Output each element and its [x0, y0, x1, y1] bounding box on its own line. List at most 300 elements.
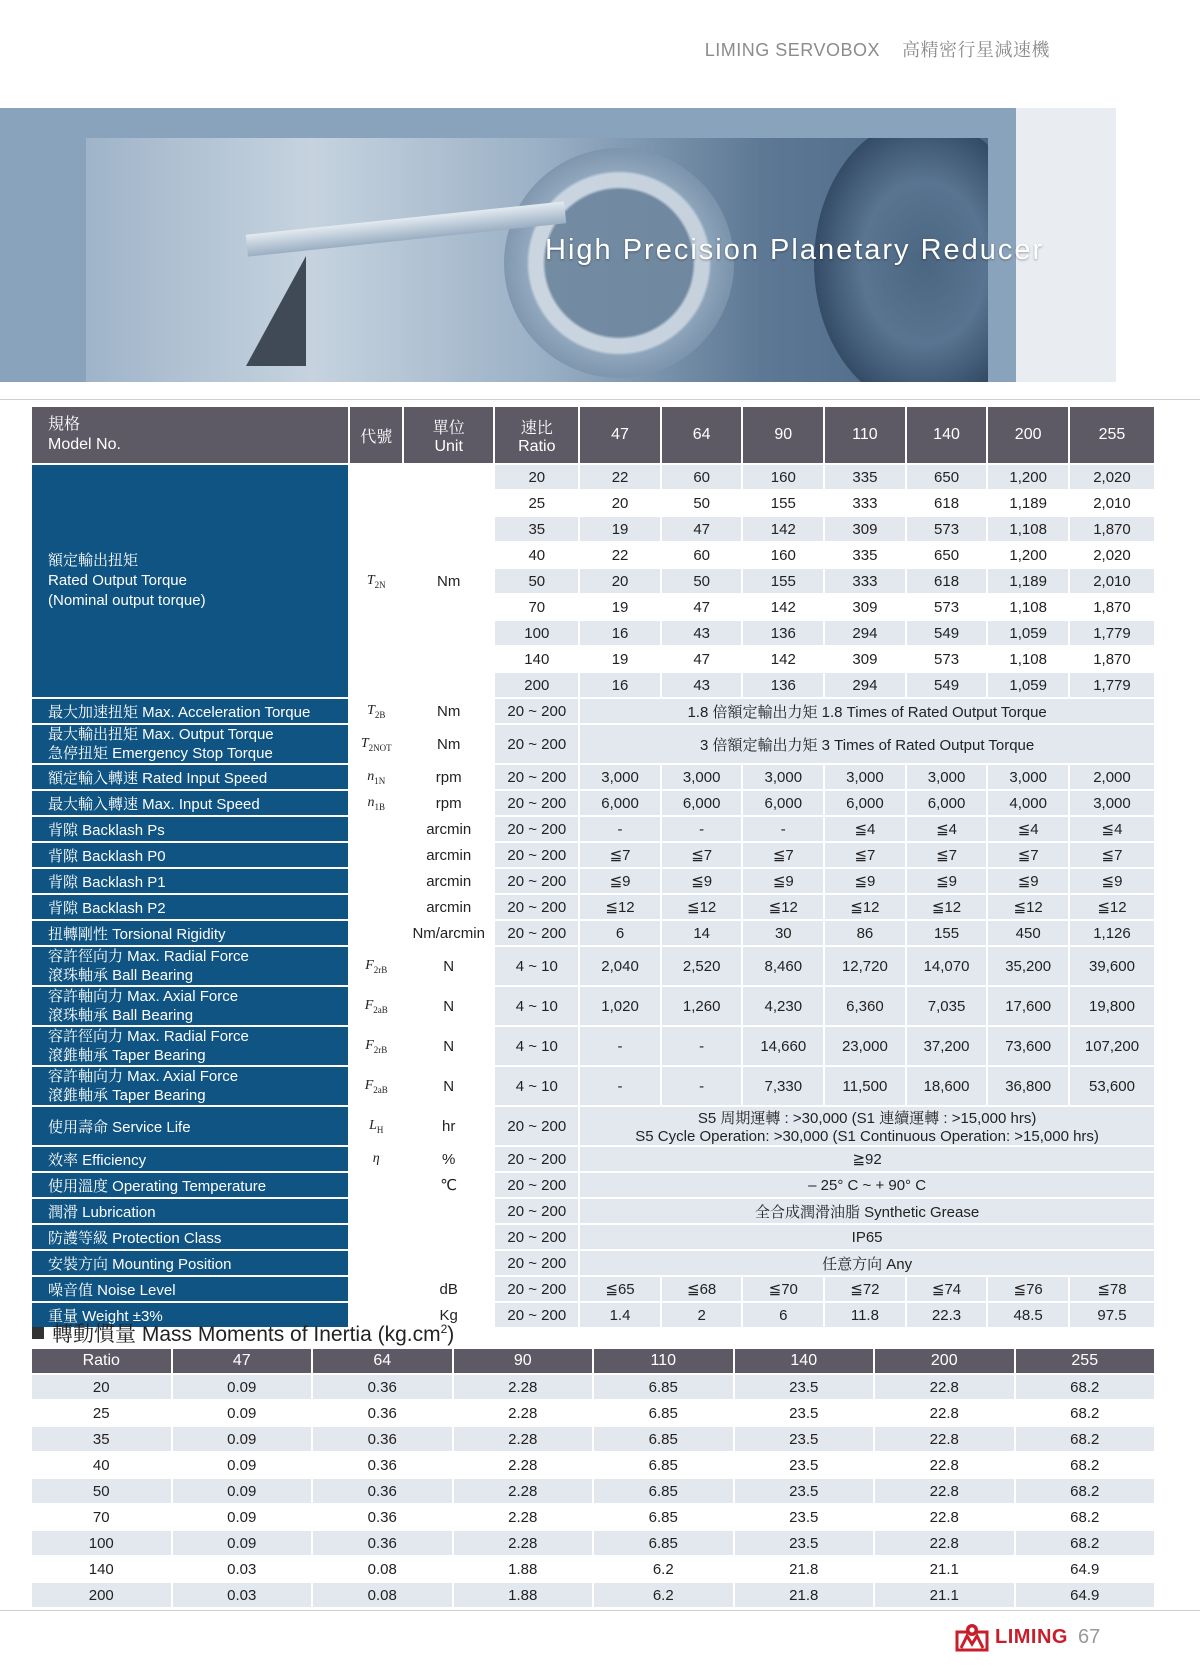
row-symbol	[350, 895, 402, 919]
value-cell: 6,000	[662, 791, 742, 815]
row-label: 使用壽命 Service Life	[32, 1107, 348, 1145]
value-cell: 18,600	[907, 1067, 987, 1105]
inertia-cell: 23.5	[735, 1401, 874, 1425]
symbol-subscript: 2B	[374, 709, 386, 720]
value-cell: 142	[743, 595, 823, 619]
inertia-header-cell: 90	[454, 1349, 593, 1373]
row-ratio: 20 ~ 200	[495, 1225, 578, 1249]
value-cell: 3,000	[988, 765, 1068, 789]
symbol-main: F	[364, 1077, 374, 1093]
value-cell: ≦74	[907, 1277, 987, 1301]
value-cell: ≦65	[580, 1277, 660, 1301]
value-cell: ≦7	[1070, 843, 1154, 867]
row-unit: arcmin	[404, 895, 493, 919]
footer-brand: LIMING	[995, 1625, 1068, 1648]
value-cell: ≦7	[907, 843, 987, 867]
value-cell: ≦12	[580, 895, 660, 919]
header-size: 110	[825, 407, 905, 463]
inertia-header-row	[32, 1349, 1154, 1373]
inertia-table	[30, 1347, 1156, 1609]
row-symbol	[350, 987, 402, 1025]
label-line-1: S5 周期運轉 : >30,000 (S1 連續運轉 : >15,000 hrs)	[697, 1110, 1037, 1127]
label-line-2: 滾錐軸承 Taper Bearing	[48, 1087, 206, 1104]
inertia-cell: 22.8	[875, 1427, 1014, 1451]
row-ratio: 20 ~ 200	[495, 1173, 578, 1197]
row-ratio: 20 ~ 200	[495, 725, 578, 763]
inertia-title-en: Mass Moments of Inertia (kg.cm	[141, 1323, 441, 1346]
table-row	[32, 1427, 1154, 1451]
header-size: 255	[1070, 407, 1154, 463]
table-row	[32, 921, 1154, 945]
inertia-cell: 23.5	[735, 1427, 874, 1451]
value-cell: ≦4	[1070, 817, 1154, 841]
value-cell: ≦76	[988, 1277, 1068, 1301]
value-cell: 47	[662, 595, 742, 619]
table-row	[32, 1107, 1154, 1145]
table-row	[32, 791, 1154, 815]
value-cell: 450	[988, 921, 1068, 945]
row-unit: arcmin	[404, 843, 493, 867]
page-header	[0, 36, 1050, 62]
value-cell: 309	[825, 517, 905, 541]
table-row	[32, 1401, 1154, 1425]
row-value-span	[580, 1107, 1154, 1145]
value-cell: 43	[662, 673, 742, 697]
value-cell: 3,000	[907, 765, 987, 789]
value-cell: 155	[743, 491, 823, 515]
inertia-cell: 0.09	[173, 1505, 312, 1529]
value-cell: 36,800	[988, 1067, 1068, 1105]
value-cell: ≦9	[743, 869, 823, 893]
value-cell: 7,035	[907, 987, 987, 1025]
value-cell: 37,200	[907, 1027, 987, 1065]
row-label: 背隙 Backlash P0	[32, 843, 348, 867]
symbol-main: F	[365, 1037, 374, 1053]
value-cell: 19	[580, 595, 660, 619]
symbol-main: F	[364, 997, 374, 1013]
value-cell: ≦12	[825, 895, 905, 919]
symbol-subscript: 2N	[374, 579, 386, 590]
value-cell: 309	[825, 595, 905, 619]
row-label: 安裝方向 Mounting Position	[32, 1251, 348, 1275]
table-row	[32, 947, 1154, 985]
value-cell: 14,660	[743, 1027, 823, 1065]
row-symbol	[350, 791, 402, 815]
table-row	[32, 465, 1154, 489]
row-unit: N	[404, 987, 493, 1025]
row-label	[32, 725, 348, 763]
table-row	[32, 1067, 1154, 1105]
value-cell: 618	[907, 491, 987, 515]
row-ratio: 20 ~ 200	[495, 791, 578, 815]
value-cell: 1,200	[988, 465, 1068, 489]
value-cell: 294	[825, 673, 905, 697]
banner-title: High Precision Planetary Reducer	[545, 234, 1045, 266]
value-cell: ≦7	[743, 843, 823, 867]
row-ratio: 20 ~ 200	[495, 817, 578, 841]
value-cell: 47	[662, 647, 742, 671]
row-symbol	[350, 843, 402, 867]
value-cell: 1,779	[1070, 673, 1154, 697]
value-cell: 3,000	[743, 765, 823, 789]
value-cell: 22.3	[907, 1303, 987, 1327]
value-cell: ≦9	[580, 869, 660, 893]
table-row	[32, 1225, 1154, 1249]
symbol-main: L	[369, 1117, 377, 1133]
inertia-cell: 100	[32, 1531, 171, 1555]
label-line-1: 容許軸向力 Max. Axial Force	[48, 1068, 239, 1085]
value-cell: 2,010	[1070, 569, 1154, 593]
table-row	[32, 699, 1154, 723]
table-row	[32, 895, 1154, 919]
value-cell: 60	[662, 543, 742, 567]
row-symbol	[350, 765, 402, 789]
page-number: 67	[1078, 1625, 1101, 1648]
table-row	[32, 1199, 1154, 1223]
value-cell: 294	[825, 621, 905, 645]
row-value-span: IP65	[580, 1225, 1154, 1249]
inertia-cell: 0.09	[173, 1427, 312, 1451]
row-symbol	[350, 1173, 402, 1197]
value-cell: 1,779	[1070, 621, 1154, 645]
row-unit: N	[404, 1027, 493, 1065]
table-row	[32, 725, 1154, 763]
value-cell: 1,059	[988, 621, 1068, 645]
row-label: 最大加速扭矩 Max. Acceleration Torque	[32, 699, 348, 723]
row-symbol	[350, 1067, 402, 1105]
specification-table	[30, 405, 1156, 1329]
label-line-1: 速比	[520, 419, 553, 437]
table-row	[32, 1027, 1154, 1065]
inertia-cell: 68.2	[1016, 1427, 1155, 1451]
inertia-cell: 6.85	[594, 1375, 733, 1399]
row-symbol	[350, 1277, 402, 1301]
inertia-cell: 2.28	[454, 1531, 593, 1555]
header-size: 90	[743, 407, 823, 463]
inertia-cell: 64.9	[1016, 1583, 1155, 1607]
value-cell: -	[580, 817, 660, 841]
value-cell: 1,870	[1070, 647, 1154, 671]
row-ratio: 20 ~ 200	[495, 843, 578, 867]
label-line-2: 急停扭矩 Emergency Stop Torque	[48, 745, 273, 762]
value-cell: 60	[662, 465, 742, 489]
value-cell: 6,360	[825, 987, 905, 1025]
value-cell: 30	[743, 921, 823, 945]
inertia-title-end: )	[447, 1323, 455, 1346]
inertia-cell: 68.2	[1016, 1375, 1155, 1399]
value-cell: 2,520	[662, 947, 742, 985]
row-label: 效率 Efficiency	[32, 1147, 348, 1171]
value-cell: 19	[580, 517, 660, 541]
symbol-subscript: 2rB	[373, 1044, 388, 1055]
value-cell: 333	[825, 569, 905, 593]
value-cell: 20	[580, 491, 660, 515]
label-line-2: 滾珠軸承 Ball Bearing	[48, 1007, 194, 1024]
row-unit: N	[404, 947, 493, 985]
row-symbol	[350, 699, 402, 723]
value-cell: ≦72	[825, 1277, 905, 1301]
header-size: 140	[907, 407, 987, 463]
inertia-cell: 22.8	[875, 1453, 1014, 1477]
inertia-cell: 0.36	[313, 1427, 452, 1451]
inertia-cell: 22.8	[875, 1531, 1014, 1555]
inertia-cell: 25	[32, 1401, 171, 1425]
value-cell: 86	[825, 921, 905, 945]
table-row	[32, 1251, 1154, 1275]
value-cell: 11,500	[825, 1067, 905, 1105]
row-ratio: 20 ~ 200	[495, 921, 578, 945]
symbol-subscript: 2aB	[373, 1084, 388, 1095]
value-cell: 136	[743, 673, 823, 697]
value-cell: 335	[825, 543, 905, 567]
row-label: 扭轉剛性 Torsional Rigidity	[32, 921, 348, 945]
row-ratio: 20 ~ 200	[495, 1199, 578, 1223]
value-cell: ≦78	[1070, 1277, 1154, 1301]
value-cell: ≦4	[988, 817, 1068, 841]
ratio-cell: 40	[495, 543, 578, 567]
value-cell: -	[580, 1067, 660, 1105]
row-unit: ℃	[404, 1173, 493, 1197]
value-cell: 1,108	[988, 595, 1068, 619]
inertia-cell: 0.09	[173, 1453, 312, 1477]
header-code: 代號	[350, 407, 402, 463]
value-cell: 43	[662, 621, 742, 645]
row-ratio: 4 ~ 10	[495, 1067, 578, 1105]
symbol-main: η	[372, 1151, 380, 1166]
row-label	[32, 987, 348, 1025]
bullet-square-icon	[32, 1327, 44, 1339]
row-unit: N	[404, 1067, 493, 1105]
ratio-cell: 35	[495, 517, 578, 541]
row-value-span: 任意方向 Any	[580, 1251, 1154, 1275]
ratio-cell: 20	[495, 465, 578, 489]
symbol-main: T	[367, 702, 375, 718]
value-cell: 19	[580, 647, 660, 671]
value-cell: 7,330	[743, 1067, 823, 1105]
value-cell: ≦12	[662, 895, 742, 919]
inertia-cell: 23.5	[735, 1531, 874, 1555]
inertia-cell: 6.85	[594, 1427, 733, 1451]
row-label	[32, 1067, 348, 1105]
value-cell: 11.8	[825, 1303, 905, 1327]
row-label: 噪音值 Noise Level	[32, 1277, 348, 1301]
row-unit: %	[404, 1147, 493, 1171]
value-cell: 97.5	[1070, 1303, 1154, 1327]
row-label: 背隙 Backlash P2	[32, 895, 348, 919]
inertia-cell: 1.88	[454, 1583, 593, 1607]
inertia-cell: 68.2	[1016, 1401, 1155, 1425]
symbol-subscript: 2NOT	[368, 742, 392, 753]
rated-torque-symbol	[350, 465, 402, 697]
value-cell: ≦12	[743, 895, 823, 919]
label-line-2: 滾珠軸承 Ball Bearing	[48, 967, 194, 984]
label-line-2: Ratio	[518, 437, 556, 455]
label-line-2: 滾錐軸承 Taper Bearing	[48, 1047, 206, 1064]
inertia-title	[32, 1318, 454, 1348]
row-unit: arcmin	[404, 817, 493, 841]
header-size: 200	[988, 407, 1068, 463]
inertia-cell: 68.2	[1016, 1479, 1155, 1503]
inertia-cell: 35	[32, 1427, 171, 1451]
label-line-2: Model No.	[48, 436, 121, 453]
value-cell: 19,800	[1070, 987, 1154, 1025]
label-line-1: 容許徑向力 Max. Radial Force	[48, 1028, 249, 1045]
inertia-cell: 0.09	[173, 1479, 312, 1503]
value-cell: 1,189	[988, 569, 1068, 593]
inertia-header-cell: Ratio	[32, 1349, 171, 1373]
rated-torque-unit: Nm	[404, 465, 493, 697]
rated-torque-label	[32, 465, 348, 697]
row-ratio: 4 ~ 10	[495, 987, 578, 1025]
row-ratio: 20 ~ 200	[495, 765, 578, 789]
value-cell: 155	[743, 569, 823, 593]
value-cell: -	[580, 1027, 660, 1065]
inertia-cell: 20	[32, 1375, 171, 1399]
header-ratio	[495, 407, 578, 463]
photo-triangle-shape	[246, 256, 306, 366]
row-value-span: 3 倍額定輸出力矩 3 Times of Rated Output Torque	[580, 725, 1154, 763]
value-cell: 2,040	[580, 947, 660, 985]
inertia-cell: 0.09	[173, 1401, 312, 1425]
inertia-cell: 200	[32, 1583, 171, 1607]
value-cell: 2,010	[1070, 491, 1154, 515]
ratio-cell: 70	[495, 595, 578, 619]
inertia-cell: 2.28	[454, 1505, 593, 1529]
inertia-cell: 23.5	[735, 1505, 874, 1529]
inertia-cell: 21.8	[735, 1583, 874, 1607]
inertia-cell: 22.8	[875, 1401, 1014, 1425]
value-cell: 573	[907, 517, 987, 541]
value-cell: 107,200	[1070, 1027, 1154, 1065]
value-cell: 6	[743, 1303, 823, 1327]
row-unit	[404, 1199, 493, 1223]
inertia-cell: 6.85	[594, 1505, 733, 1529]
value-cell: ≦9	[988, 869, 1068, 893]
value-cell: 39,600	[1070, 947, 1154, 985]
value-cell: 48.5	[988, 1303, 1068, 1327]
symbol-subscript: H	[376, 1124, 384, 1135]
table-row	[32, 1375, 1154, 1399]
hero-banner	[0, 108, 1116, 382]
value-cell: 1,870	[1070, 595, 1154, 619]
row-ratio: 4 ~ 10	[495, 947, 578, 985]
value-cell: 1,020	[580, 987, 660, 1025]
inertia-cell: 6.85	[594, 1479, 733, 1503]
row-unit: Nm	[404, 699, 493, 723]
row-label: 使用溫度 Operating Temperature	[32, 1173, 348, 1197]
liming-logo-icon	[955, 1622, 989, 1652]
symbol-main: F	[365, 957, 374, 973]
value-cell: ≦9	[825, 869, 905, 893]
label-line-1: 最大輸出扭矩 Max. Output Torque	[48, 726, 274, 743]
row-unit: arcmin	[404, 869, 493, 893]
value-cell: 650	[907, 543, 987, 567]
value-cell: ≦7	[580, 843, 660, 867]
table-row	[32, 987, 1154, 1025]
ratio-cell: 140	[495, 647, 578, 671]
inertia-cell: 23.5	[735, 1479, 874, 1503]
row-symbol	[350, 817, 402, 841]
value-cell: 160	[743, 543, 823, 567]
value-cell: 309	[825, 647, 905, 671]
row-symbol	[350, 1107, 402, 1145]
row-value-span: – 25° C ~ + 90° C	[580, 1173, 1154, 1197]
value-cell: 618	[907, 569, 987, 593]
value-cell: 14,070	[907, 947, 987, 985]
value-cell: 650	[907, 465, 987, 489]
value-cell: 6,000	[580, 791, 660, 815]
symbol-main: T	[360, 735, 369, 751]
header-size: 47	[580, 407, 660, 463]
footer-divider	[0, 1610, 1200, 1611]
row-label: 額定輸入轉速 Rated Input Speed	[32, 765, 348, 789]
value-cell: 4,000	[988, 791, 1068, 815]
ratio-cell: 200	[495, 673, 578, 697]
value-cell: 1,108	[988, 517, 1068, 541]
value-cell: ≦12	[907, 895, 987, 919]
row-label	[32, 1027, 348, 1065]
value-cell: -	[662, 817, 742, 841]
value-cell: 1,059	[988, 673, 1068, 697]
inertia-cell: 68.2	[1016, 1505, 1155, 1529]
value-cell: 142	[743, 517, 823, 541]
value-cell: 6,000	[743, 791, 823, 815]
inertia-cell: 2.28	[454, 1427, 593, 1451]
inertia-cell: 0.09	[173, 1531, 312, 1555]
inertia-cell: 23.5	[735, 1375, 874, 1399]
inertia-cell: 21.1	[875, 1583, 1014, 1607]
row-symbol	[350, 1147, 402, 1171]
value-cell: 3,000	[662, 765, 742, 789]
row-unit: rpm	[404, 791, 493, 815]
inertia-header-cell: 255	[1016, 1349, 1155, 1373]
inertia-cell: 0.08	[313, 1557, 452, 1581]
inertia-cell: 22.8	[875, 1375, 1014, 1399]
value-cell: 6,000	[825, 791, 905, 815]
table-row	[32, 1557, 1154, 1581]
symbol-main: T	[366, 572, 375, 588]
header-subtitle: 高精密行星減速機	[902, 40, 1050, 60]
row-symbol	[350, 1199, 402, 1223]
header-brand: LIMING SERVOBOX	[704, 40, 880, 60]
table-row	[32, 1479, 1154, 1503]
value-cell: 6,000	[907, 791, 987, 815]
inertia-cell: 64.9	[1016, 1557, 1155, 1581]
value-cell: 155	[907, 921, 987, 945]
value-cell: 2,020	[1070, 465, 1154, 489]
inertia-header-cell: 140	[735, 1349, 874, 1373]
value-cell: 1,108	[988, 647, 1068, 671]
row-unit: Kg	[404, 1303, 493, 1327]
header-model	[32, 407, 348, 463]
value-cell: 1,189	[988, 491, 1068, 515]
row-ratio: 20 ~ 200	[495, 1107, 578, 1145]
row-label: 背隙 Backlash P1	[32, 869, 348, 893]
symbol-main: n	[367, 794, 375, 810]
value-cell: ≦12	[988, 895, 1068, 919]
ratio-cell: 25	[495, 491, 578, 515]
row-ratio: 20 ~ 200	[495, 1251, 578, 1275]
row-ratio: 20 ~ 200	[495, 699, 578, 723]
label-line-2: S5 Cycle Operation: >30,000 (S1 Continuous Operation: >15,000 hrs)	[635, 1128, 1099, 1145]
inertia-cell: 6.85	[594, 1453, 733, 1477]
inertia-cell: 6.2	[594, 1583, 733, 1607]
symbol-subscript: 2aB	[373, 1004, 388, 1015]
inertia-cell: 0.36	[313, 1401, 452, 1425]
symbol-subscript: 1N	[374, 775, 386, 786]
value-cell: -	[662, 1027, 742, 1065]
symbol-subscript: 1B	[374, 801, 385, 812]
